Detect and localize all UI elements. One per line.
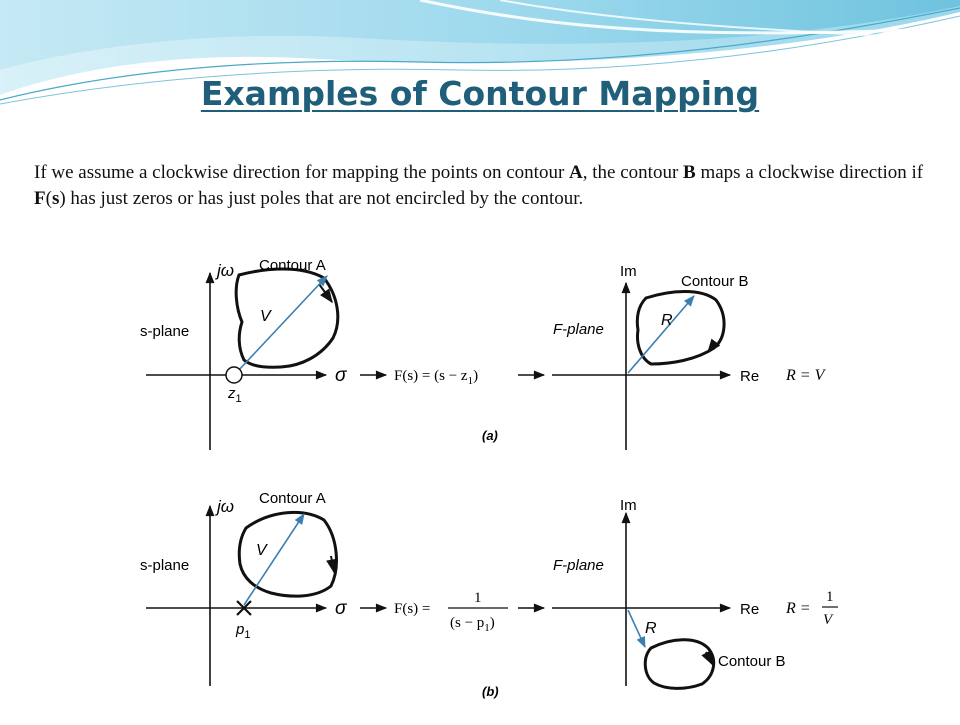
panel-b-s-plane-label: s-plane [140,557,190,574]
panel-b-f-plane-label: F-plane [553,557,604,574]
paragraph-bold-b: B [683,162,696,183]
panel-b-relation-denominator: V [823,612,833,628]
slide-title: Examples of Contour Mapping [200,74,760,113]
panel-a-vector-r-label: R [661,312,673,329]
paragraph-text-1: If we assume a clockwise direction for mapping the points on contour [34,162,570,183]
panel-a-s-plane-label: s-plane [140,323,190,340]
panel-b-vector-r-label: R [645,620,657,637]
panel-b-f-imag-label: Im [620,497,637,514]
paragraph-bold-a: A [569,162,583,183]
panel-a-contour-a-label: Contour A [259,257,326,274]
panel-a-f-plane-label: F-plane [553,321,604,338]
panel-b-caption: (b) [482,684,499,699]
panel-a-relation: R = V [786,367,825,384]
body-paragraph [34,160,934,212]
panel-a-f-real-label: Re [740,368,760,385]
panel-b-vector-v-label: V [256,542,267,559]
paragraph-text-2: , the contour [582,162,684,183]
panel-a-contour-b-label: Contour B [681,273,749,290]
panel-a-zero-label: $z_1$ [228,385,242,405]
panel-a-zero-marker [226,367,242,383]
panel-b-mapping-denominator: $(s - p_1)$ [450,615,495,634]
panel-a-f-imag-label: Im [620,263,637,280]
panel-a-vector-v-label: V [260,308,271,325]
panel-b-s-imag-label: jω [217,497,235,516]
paragraph-text-4: ( [45,188,52,209]
panel-a-mapping-function: $F(s) = (s - z_1)$ [394,368,479,387]
paragraph-text-3: maps a clockwise direction if [695,162,924,183]
paragraph-bold-s: s [51,188,60,209]
panel-b-mapping-numerator: 1 [474,590,482,606]
panel-b-f-real-label: Re [740,601,760,618]
paragraph-bold-f: F [34,188,46,209]
panel-a-caption: (a) [482,428,498,443]
panel-b-pole-label: $p_1$ [236,621,251,641]
panel-b-s-real-label: σ [335,598,347,619]
panel-a-s-real-label: σ [335,365,347,386]
figure-canvas [126,238,856,720]
panel-a-s-imag-label: jω [217,261,235,280]
paragraph-text-5: ) has just zeros or has just poles that are not encircled by the contour. [59,188,584,209]
panel-b-contour-a-label: Contour A [259,490,326,507]
panel-b-contour-b-label: Contour B [718,653,786,670]
panel-b-relation-lhs: R = [786,600,811,617]
panel-b-relation-numerator: 1 [826,589,834,605]
panel-b-mapping-lhs: F(s) = [394,601,431,617]
contour-mapping-figure [126,238,856,720]
